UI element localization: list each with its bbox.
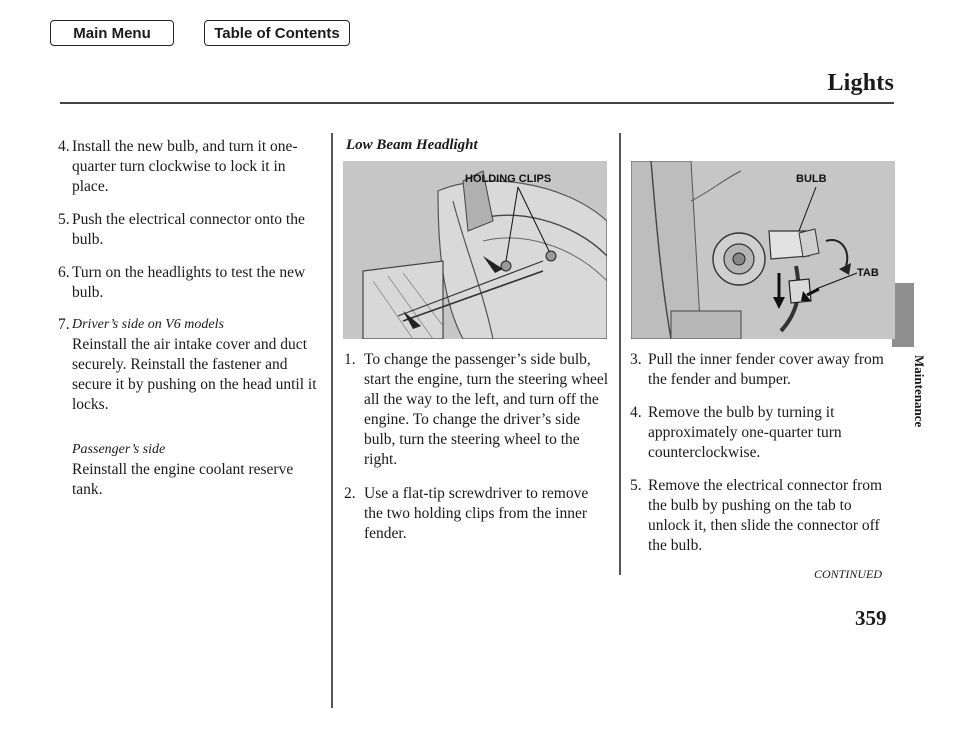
step-number: 5. <box>58 211 70 228</box>
list-item <box>58 315 320 500</box>
middle-column <box>344 350 610 544</box>
step-text: To change the passenger’s side bulb, start the engine, turn the steering wheel all the way to the left, and turn off the engine. To change the driver’s side bulb, turn the steering wheel to the right. <box>364 351 609 468</box>
step-text: Push the electrical connector onto the bulb. <box>72 211 305 248</box>
step-text: Pull the inner fender cover away from the fender and bumper. <box>648 351 884 388</box>
step-number: 1. <box>344 351 356 368</box>
step-text: Use a flat-tip screwdriver to remove the two holding clips from the inner fender. <box>364 485 589 542</box>
step-text: Install the new bulb, and turn it one-quarter turn clockwise to lock it in place. <box>72 138 298 195</box>
step-number: 5. <box>630 477 642 494</box>
side-tab-label: Maintenance <box>912 355 927 428</box>
main-menu-button[interactable]: Main Menu <box>50 20 174 46</box>
subheading-passengers-side: Passenger’s side <box>72 442 166 457</box>
list-item <box>630 403 886 463</box>
bulb-label: BULB <box>796 173 827 185</box>
holding-clips-label: HOLDING CLIPS <box>465 173 552 185</box>
side-tab-marker <box>892 283 914 347</box>
step-text: Turn on the headlights to test the new bulb. <box>72 264 306 301</box>
step-number: 4. <box>58 138 70 155</box>
list-item <box>344 484 610 544</box>
list-item <box>58 210 320 250</box>
subheading-drivers-side: Driver’s side on V6 models <box>72 317 224 332</box>
step-text: Reinstall the engine coolant reserve tank. <box>72 461 294 498</box>
column-divider-right <box>619 133 621 575</box>
right-column <box>630 350 886 556</box>
step-number: 6. <box>58 264 70 281</box>
table-of-contents-button[interactable]: Table of Contents <box>204 20 350 46</box>
left-column <box>58 137 320 500</box>
continued-label: CONTINUED <box>814 567 883 581</box>
step-number: 2. <box>344 485 356 502</box>
column-divider-left <box>331 133 333 708</box>
bulb-tab-illustration <box>631 161 895 339</box>
step-number: 4. <box>630 404 642 421</box>
list-item <box>344 350 610 470</box>
page-title: Lights <box>827 70 894 96</box>
step-text: Reinstall the air intake cover and duct securely. Reinstall the fastener and secure it by pushing on the head until it locks. <box>72 336 317 413</box>
list-item <box>630 476 886 556</box>
list-item <box>58 137 320 197</box>
section-heading: Low Beam Headlight <box>346 137 478 153</box>
step-text: Remove the electrical connector from the bulb by pushing on the tab to unlock it, then slide the connector off the bulb. <box>648 477 883 554</box>
step-text: Remove the bulb by turning it approximately one-quarter turn counterclockwise. <box>648 404 842 461</box>
holding-clips-illustration <box>343 161 607 339</box>
list-item <box>58 263 320 303</box>
step-number: 7. <box>58 316 70 333</box>
list-item <box>630 350 886 390</box>
tab-label: TAB <box>857 267 879 279</box>
page-number: 359 <box>855 606 887 630</box>
step-number: 3. <box>630 351 642 368</box>
header-rule <box>60 102 894 104</box>
